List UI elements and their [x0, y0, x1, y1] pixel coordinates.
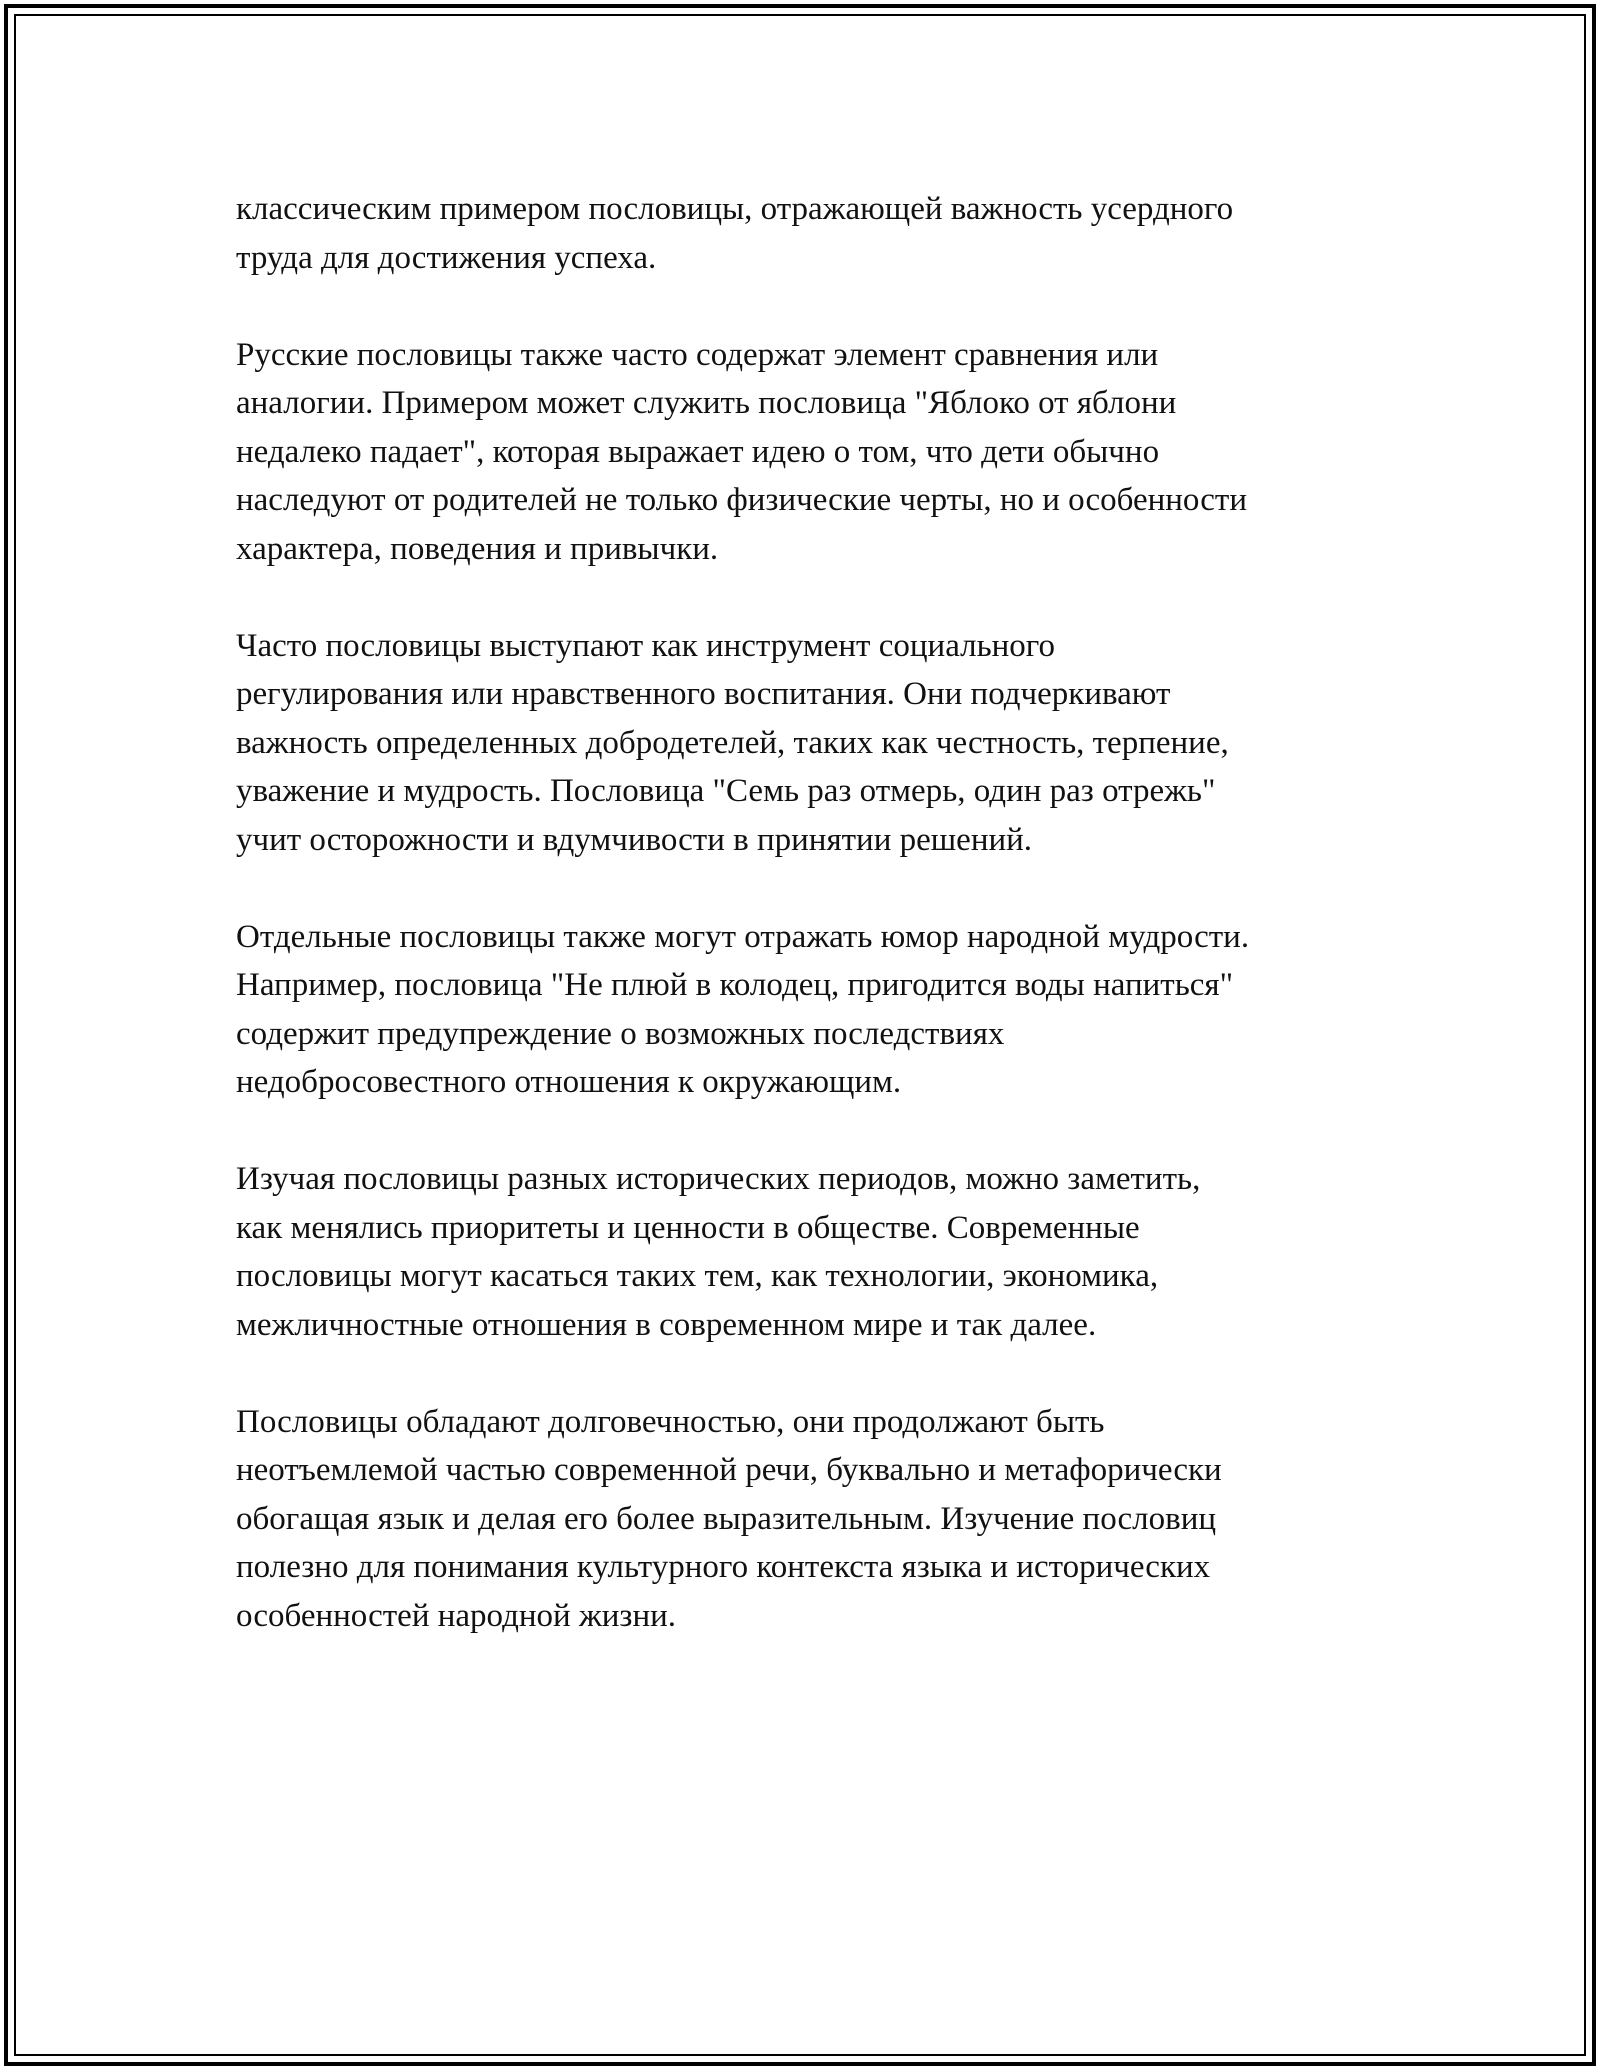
paragraph-2: [236, 331, 1416, 574]
text-line: особенностей народной жизни.: [236, 1597, 677, 1634]
text-line: учит осторожности и вдумчивости в принятии решений.: [236, 821, 1033, 858]
text-line: недобросовестного отношения к окружающим.: [236, 1064, 902, 1100]
text-line: труда для достижения успеха.: [236, 239, 657, 276]
text-line: Например, пословица "Не плюй в колодец, пригодится воды напиться": [236, 967, 1234, 1003]
document-body: [236, 185, 1416, 1689]
text-line: важность определенных добродетелей, таких как честность, терпение,: [236, 724, 1229, 761]
paragraph-5: [236, 1155, 1416, 1349]
text-line: недалеко падает", которая выражает идею о том, что дети обычно: [236, 433, 1160, 470]
text-line: уважение и мудрость. Пословица "Семь раз отмерь, один раз отрежь": [236, 773, 1216, 809]
text-line: пословицы могут касаться таких тем, как технологии, экономика,: [236, 1258, 1159, 1294]
text-line: неотъемлемой частью современной речи, буквально и метафорически: [236, 1452, 1222, 1488]
text-line: Часто пословицы выступают как инструмент социального: [236, 627, 1056, 664]
text-line: аналогии. Примером может служить пословица "Яблоко от яблони: [236, 385, 1177, 421]
text-line: Пословицы обладают долговечностью, они продолжают быть: [236, 1403, 1105, 1440]
text-line: межличностные отношения в современном мире и так далее.: [236, 1306, 1097, 1343]
text-line: наследуют от родителей не только физические черты, но и особенности: [236, 482, 1247, 518]
text-line: содержит предупреждение о возможных последствиях: [236, 1015, 1005, 1052]
text-line: характера, поведения и привычки.: [236, 530, 719, 567]
text-line: Отдельные пословицы также могут отражать юмор народной мудрости.: [236, 918, 1250, 955]
text-line: классическим примером пословицы, отражающей важность усердного: [236, 191, 1234, 227]
text-line: Изучая пословицы разных исторических периодов, можно заметить,: [236, 1161, 1201, 1197]
paragraph-1: [236, 185, 1416, 282]
paragraph-6: [236, 1398, 1416, 1641]
text-line: обогащая язык и делая его более выразительным. Изучение пословиц: [236, 1500, 1217, 1537]
text-line: полезно для понимания культурного контекста языка и исторических: [236, 1549, 1211, 1585]
text-line: регулирования или нравственного воспитания. Они подчеркивают: [236, 676, 1171, 712]
paragraph-4: [236, 913, 1416, 1107]
text-line: Русские пословицы также часто содержат элемент сравнения или: [236, 336, 1159, 373]
text-line: как менялись приоритеты и ценности в обществе. Современные: [236, 1209, 1140, 1246]
paragraph-3: [236, 622, 1416, 865]
